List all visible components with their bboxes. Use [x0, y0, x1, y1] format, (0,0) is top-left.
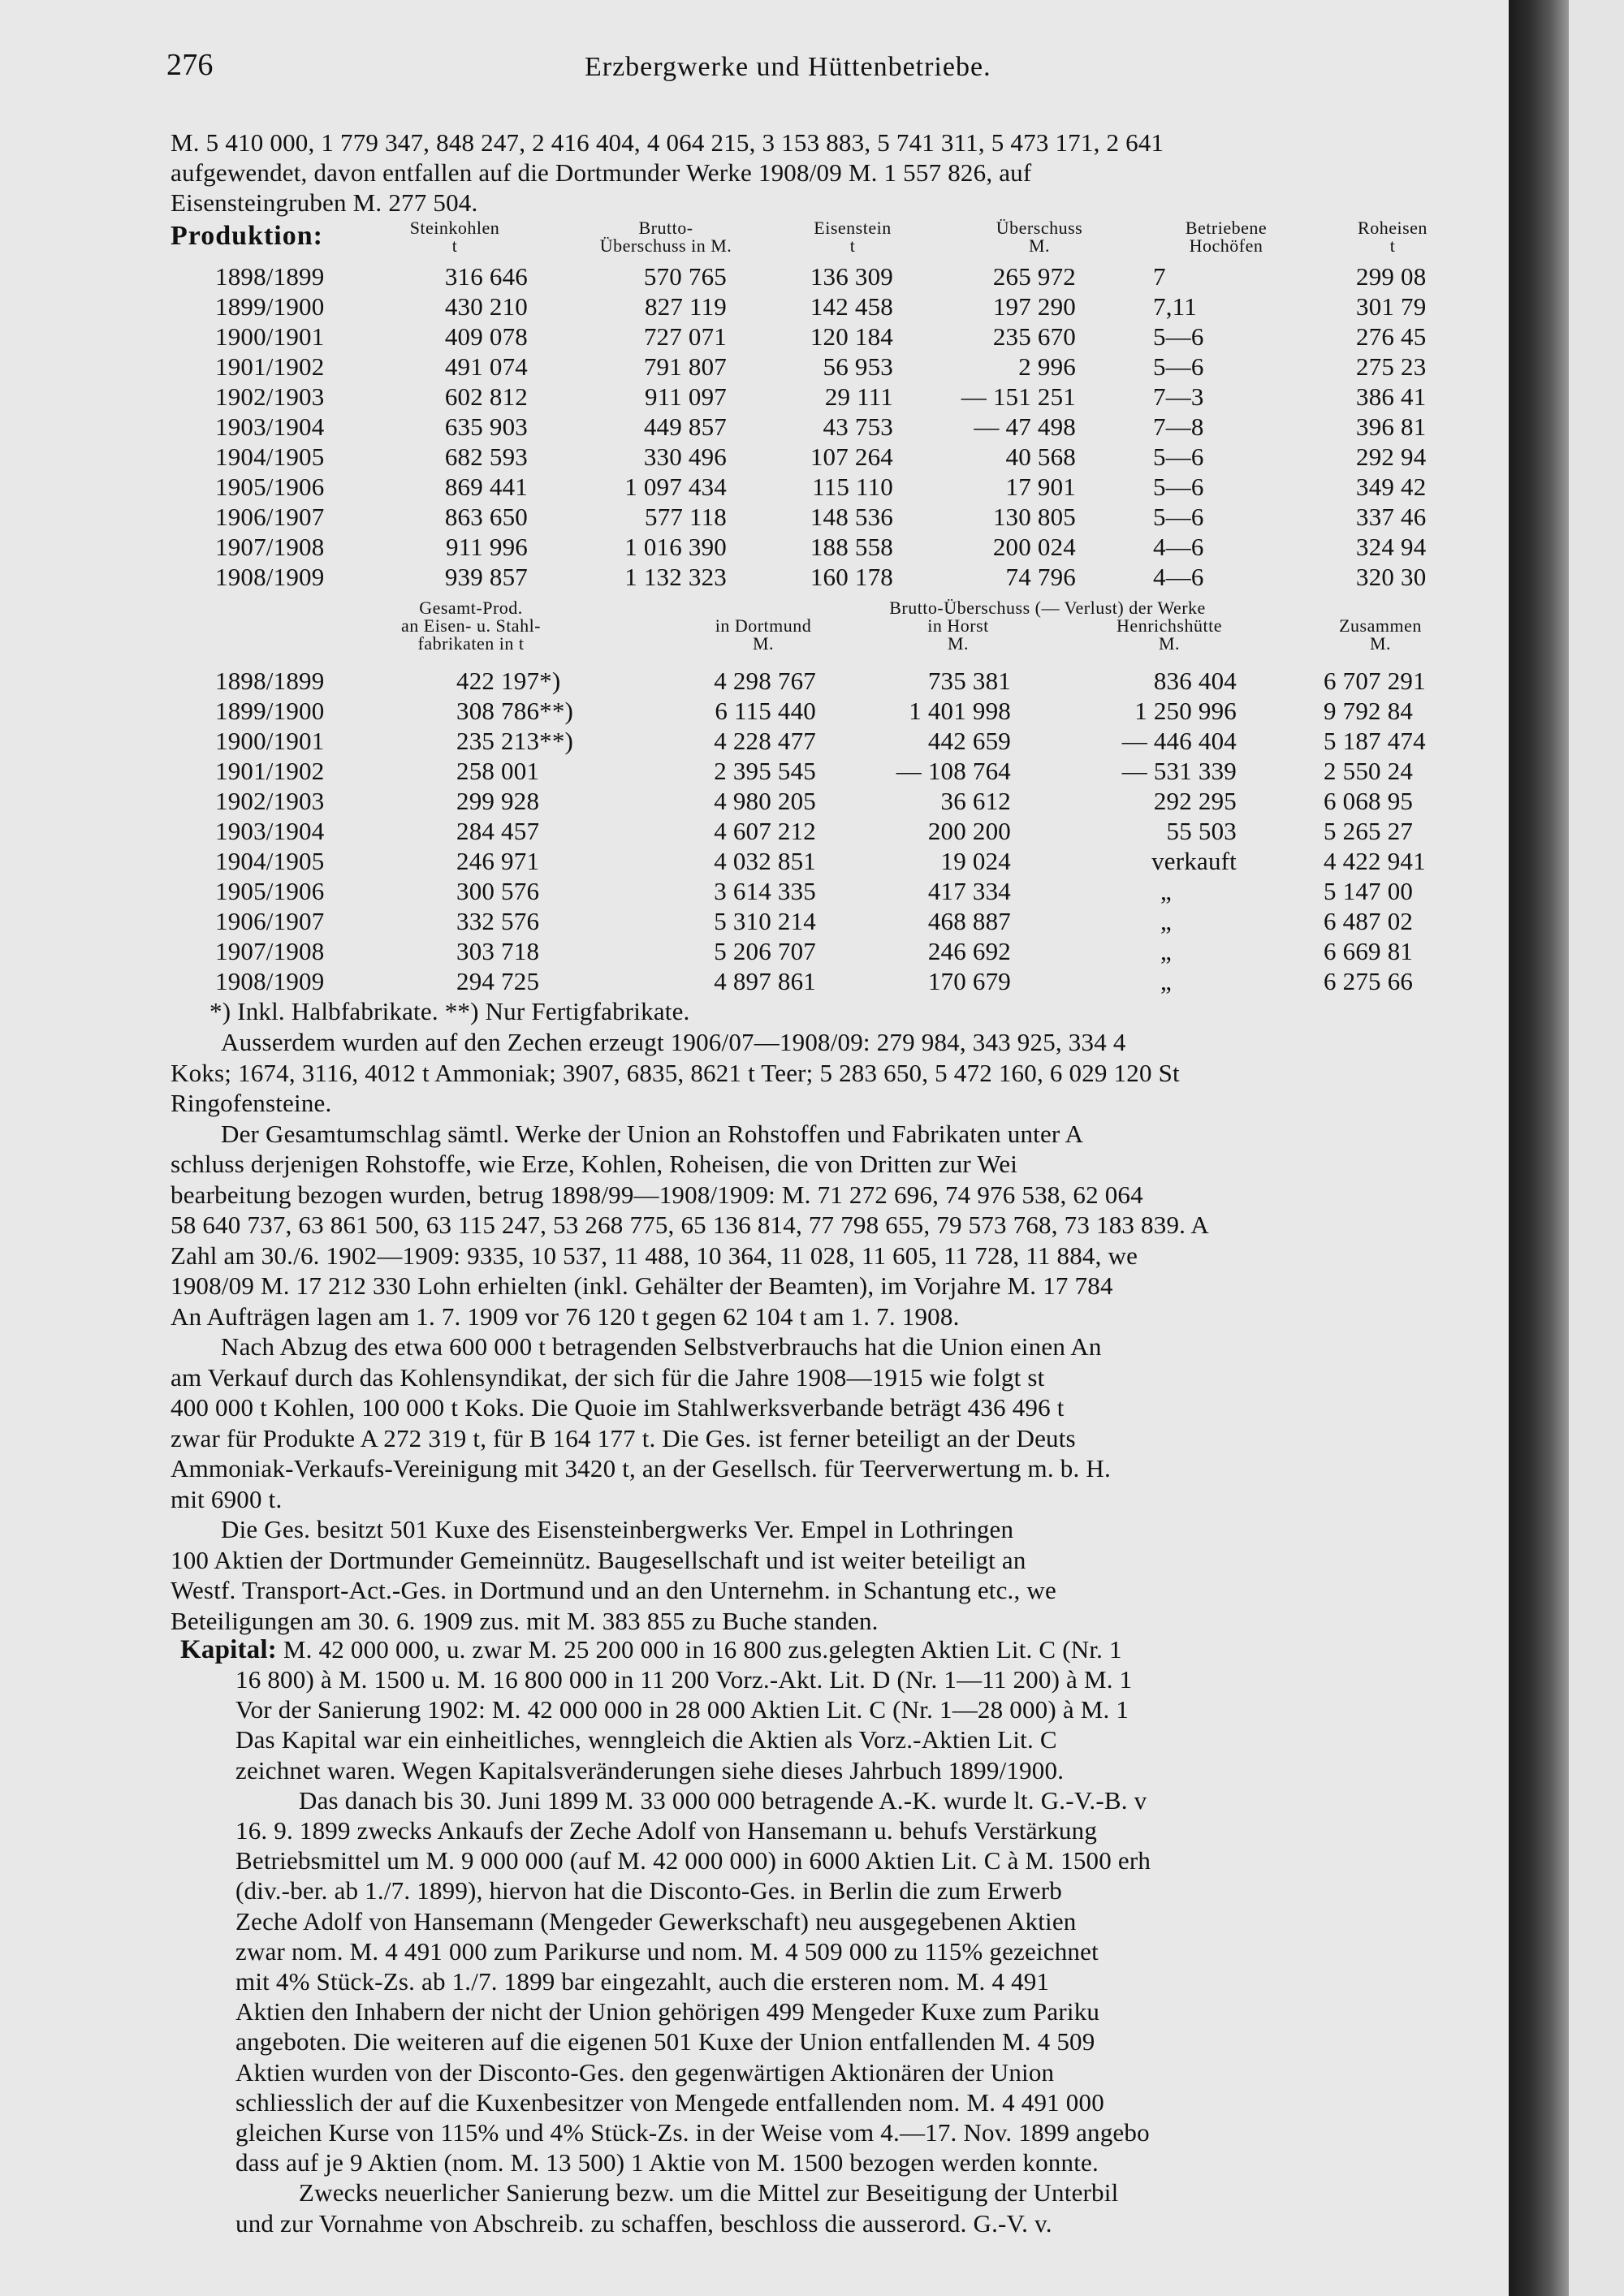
table-cell: — 108 764	[896, 757, 1011, 785]
paragraph-line: zwar für Produkte A 272 319 t, für B 164 177 t. Die Ges. ist ferner beteiligt an der Deuts	[171, 1424, 1076, 1452]
table-cell: 4 607 212	[714, 817, 816, 845]
table-cell: 5 206 707	[714, 937, 816, 965]
paragraph-line: bearbeitung bezogen wurden, betrug 1898/99—1908/1909: M. 71 272 696, 74 976 538, 62 064	[171, 1180, 1143, 1209]
running-title: Erzbergwerke und Hüttenbetriebe.	[585, 52, 991, 82]
row-year: 1905/1906	[215, 877, 325, 905]
paragraph-line: Koks; 1674, 3116, 4012 t Ammoniak; 3907, 6835, 8621 t Teer; 5 283 650, 5 472 160, 6 029 120 St	[171, 1059, 1180, 1087]
table-cell: 939 857	[444, 563, 528, 591]
table-cell: 7,11	[1153, 292, 1197, 321]
table-cell: 308 786**)	[456, 697, 574, 725]
table-footnote: *) Inkl. Halbfabrikate. **) Nur Fertigfabrikate.	[209, 997, 690, 1025]
table-cell: 3 614 335	[714, 877, 816, 905]
row-year: 1900/1901	[215, 727, 325, 755]
paragraph-line: mit 6900 t.	[171, 1485, 283, 1513]
paragraph-line: Der Gesamtumschlag sämtl. Werke der Union an Rohstoffen und Fabrikaten unter A	[221, 1120, 1084, 1148]
table-cell: 449 857	[643, 412, 727, 441]
table-cell: 275 23	[1356, 352, 1427, 381]
col-header: Betriebene Hochöfen	[1185, 218, 1268, 256]
kapital-line: Zwecks neuerlicher Sanierung bezw. um die Mittel zur Beseitigung der Unterbil	[299, 2178, 1119, 2207]
table-cell: 6 707 291	[1324, 667, 1426, 695]
table-cell: 284 457	[456, 817, 540, 845]
col-header: Steinkohlen t	[409, 218, 500, 256]
adjacent-page-edge	[1569, 0, 1624, 2296]
table-cell: 4 897 861	[714, 967, 816, 995]
table-cell: 396 81	[1356, 412, 1427, 441]
table-cell: 791 807	[643, 352, 727, 381]
paragraph-line: Die Ges. besitzt 501 Kuxe des Eisensteinbergwerks Ver. Empel in Lothringen	[221, 1515, 1014, 1543]
kapital-line: Aktien den Inhabern der nicht der Union gehörigen 499 Mengeder Kuxe zum Pariku	[235, 1997, 1100, 2026]
col-header: Gesamt-Prod. an Eisen- u. Stahl- fabrikaten in t	[400, 598, 542, 654]
table-cell: 4 228 477	[714, 727, 816, 755]
table-cell: 602 812	[444, 382, 528, 411]
kapital-line: gleichen Kurse von 115% und 4% Stück-Zs. in der Weise vom 4.—17. Nov. 1899 angebo	[235, 2118, 1150, 2147]
table-cell: 40 568	[1005, 442, 1076, 471]
row-year: 1902/1903	[215, 787, 325, 815]
paragraph-line: Westf. Transport-Act.-Ges. in Dortmund und an den Unternehm. in Schantung etc., we	[171, 1576, 1056, 1604]
group-header: Brutto-Überschuss (— Verlust) der Werke	[889, 598, 1206, 618]
paragraph-line: An Aufträgen lagen am 1. 7. 1909 vor 76 120 t gegen 62 104 t am 1. 7. 1908.	[171, 1302, 960, 1331]
table-cell: 349 42	[1356, 473, 1427, 501]
col-header: Roheisen t	[1358, 218, 1427, 256]
table-cell: 142 458	[810, 292, 893, 321]
table-cell: 300 576	[456, 877, 540, 905]
row-year: 1904/1905	[215, 442, 325, 471]
table-cell: „	[1160, 877, 1172, 905]
table-cell: 7	[1153, 262, 1166, 291]
row-year: 1900/1901	[215, 322, 325, 351]
table-cell: 200 200	[927, 817, 1011, 845]
row-year: 1901/1902	[215, 352, 325, 381]
table-cell: 5—6	[1153, 352, 1204, 381]
table-cell: 682 593	[444, 442, 528, 471]
table-cell: 324 94	[1356, 533, 1427, 561]
kapital-line: Betriebsmittel um M. 9 000 000 (auf M. 42 000 000) in 6000 Aktien Lit. C à M. 1500 erh	[235, 1846, 1151, 1875]
table-cell: 6 068 95	[1324, 787, 1414, 815]
row-year: 1903/1904	[215, 817, 325, 845]
table-cell: 1 401 998	[909, 697, 1011, 725]
table-cell: „	[1160, 967, 1172, 995]
table-cell: 246 692	[927, 937, 1011, 965]
kapital-line: Vor der Sanierung 1902: M. 42 000 000 in 28 000 Aktien Lit. C (Nr. 1—28 000) à M. 1	[235, 1695, 1129, 1724]
col-header: Brutto- Überschuss in M.	[599, 218, 732, 256]
table-cell: 4—6	[1153, 533, 1204, 561]
page-gutter-shadow	[1509, 0, 1569, 2296]
paragraph-line: 58 640 737, 63 861 500, 63 115 247, 53 268 775, 65 136 814, 77 798 655, 79 573 768, 73 183 839. A	[171, 1211, 1209, 1239]
table-cell: 246 971	[456, 847, 540, 875]
table-cell: 6 487 02	[1324, 907, 1414, 935]
table-cell: verkauft	[1151, 847, 1237, 875]
table-cell: 570 765	[643, 262, 727, 291]
kapital-line: Aktien wurden von der Disconto-Ges. den gegenwärtigen Aktionären der Union	[235, 2058, 1055, 2087]
paragraph-line: Beteiligungen am 30. 6. 1909 zus. mit M. 383 855 zu Buche standen.	[171, 1607, 879, 1635]
table-cell: 4 032 851	[714, 847, 816, 875]
table-cell: 5 187 474	[1324, 727, 1426, 755]
kapital-line: (div.-ber. ab 1./7. 1899), hiervon hat die Disconto-Ges. in Berlin die zum Erwerb	[235, 1876, 1062, 1905]
table-cell: 1 097 434	[624, 473, 727, 501]
kapital-line: schliesslich der auf die Kuxenbesitzer von Mengede entfallenden nom. M. 4 491 000	[235, 2088, 1104, 2117]
table-cell: 5—6	[1153, 322, 1204, 351]
table-cell: 4 298 767	[714, 667, 816, 695]
table-cell: 869 441	[444, 473, 528, 501]
table-cell: 55 503	[1166, 817, 1237, 845]
kapital-first-line: M. 42 000 000, u. zwar M. 25 200 000 in 16 800 zus.gelegten Aktien Lit. C (Nr. 1	[283, 1635, 1122, 1664]
table-cell: 5—6	[1153, 503, 1204, 531]
col-header: Henrichshütte M.	[1116, 615, 1222, 654]
table-cell: 148 536	[810, 503, 893, 531]
table-cell: 4 422 941	[1324, 847, 1426, 875]
kapital-line: zeichnet waren. Wegen Kapitalsveränderungen siehe dieses Jahrbuch 1899/1900.	[235, 1756, 1065, 1785]
table-cell: 491 074	[444, 352, 528, 381]
table-cell: 160 178	[810, 563, 893, 591]
table-cell: 442 659	[927, 727, 1011, 755]
page-number: 276	[166, 48, 214, 82]
table-cell: 5—6	[1153, 473, 1204, 501]
table-cell: 19 024	[940, 847, 1011, 875]
table-cell: — 151 251	[961, 382, 1076, 411]
paragraph-line: 400 000 t Kohlen, 100 000 t Koks. Die Quoie im Stahlwerksverbande beträgt 436 496 t	[171, 1393, 1065, 1422]
table-cell: 200 024	[992, 533, 1076, 561]
table-cell: 4—6	[1153, 563, 1204, 591]
table-cell: 6 115 440	[715, 697, 816, 725]
table-cell: 2 395 545	[714, 757, 816, 785]
table-cell: 301 79	[1356, 292, 1427, 321]
intro-line: M. 5 410 000, 1 779 347, 848 247, 2 416 404, 4 064 215, 3 153 883, 5 741 311, 5 473 171, 2 641	[171, 128, 1164, 157]
table-cell: 332 576	[456, 907, 540, 935]
intro-line: aufgewendet, davon entfallen auf die Dortmunder Werke 1908/09 M. 1 557 826, auf	[171, 158, 1032, 187]
table-cell: 635 903	[444, 412, 528, 441]
table-cell: 43 753	[823, 412, 893, 441]
table-cell: 417 334	[927, 877, 1011, 905]
table-cell: 115 110	[812, 473, 893, 501]
kapital-line: mit 4% Stück-Zs. ab 1./7. 1899 bar eingezahlt, auch die ersteren nom. M. 4 491	[235, 1967, 1050, 1996]
table-cell: 6 669 81	[1324, 937, 1414, 965]
table-cell: 5 147 00	[1324, 877, 1414, 905]
row-year: 1902/1903	[215, 382, 325, 411]
table-cell: 294 725	[456, 967, 540, 995]
table-cell: 468 887	[927, 907, 1011, 935]
table-cell: 299 928	[456, 787, 540, 815]
row-year: 1899/1900	[215, 697, 325, 725]
production-label: Produktion:	[171, 221, 323, 251]
table-cell: 170 679	[927, 967, 1011, 995]
table-cell: 727 071	[643, 322, 727, 351]
table-cell: 430 210	[444, 292, 528, 321]
col-header: in Horst M.	[927, 615, 989, 654]
table-cell: 29 111	[824, 382, 893, 411]
row-year: 1899/1900	[215, 292, 325, 321]
paragraph-line: schluss derjenigen Rohstoffe, wie Erze, Kohlen, Roheisen, die von Dritten zur Wei	[171, 1150, 1018, 1178]
table-cell: 5 310 214	[714, 907, 816, 935]
table-cell: 6 275 66	[1324, 967, 1414, 995]
table-cell: 235 670	[992, 322, 1076, 351]
table-cell: „	[1160, 937, 1172, 965]
table-cell: 188 558	[810, 533, 893, 561]
table-cell: 409 078	[444, 322, 528, 351]
paragraph-line: am Verkauf durch das Kohlensyndikat, der sich für die Jahre 1908—1915 wie folgt st	[171, 1363, 1045, 1392]
table-cell: — 47 498	[974, 412, 1076, 441]
table-cell: 827 119	[645, 292, 727, 321]
table-cell: 2 550 24	[1324, 757, 1414, 785]
kapital-line: 16 800) à M. 1500 u. M. 16 800 000 in 11 200 Vorz.-Akt. Lit. D (Nr. 1—11 200) à M. 1	[235, 1665, 1133, 1694]
row-year: 1898/1899	[215, 667, 325, 695]
paragraph-line: Ammoniak-Verkaufs-Vereinigung mit 3420 t, an der Gesellsch. für Teerverwertung m. b. H.	[171, 1454, 1111, 1482]
row-year: 1906/1907	[215, 503, 325, 531]
table-cell: 7—8	[1153, 412, 1204, 441]
table-cell: 276 45	[1356, 322, 1427, 351]
intro-line: Eisensteingruben M. 277 504.	[171, 188, 478, 217]
table-cell: 136 309	[810, 262, 893, 291]
kapital-line: dass auf je 9 Aktien (nom. M. 13 500) 1 Aktie von M. 1500 bezogen werden konnte.	[235, 2148, 1099, 2177]
row-year: 1904/1905	[215, 847, 325, 875]
table-cell: 299 08	[1356, 262, 1427, 291]
col-header: Eisenstein t	[814, 218, 892, 256]
table-cell: 5—6	[1153, 442, 1204, 471]
table-cell: 330 496	[643, 442, 727, 471]
table-cell: — 446 404	[1121, 727, 1237, 755]
kapital-line: zwar nom. M. 4 491 000 zum Parikurse und nom. M. 4 509 000 zu 115% gezeichnet	[235, 1937, 1099, 1966]
table-cell: 911 996	[446, 533, 528, 561]
row-year: 1901/1902	[215, 757, 325, 785]
table-cell: 17 901	[1005, 473, 1076, 501]
table-cell: 303 718	[456, 937, 540, 965]
table-cell: 422 197*)	[456, 667, 561, 695]
row-year: 1907/1908	[215, 937, 325, 965]
table-cell: — 531 339	[1121, 757, 1237, 785]
col-header: Überschuss M.	[996, 218, 1083, 256]
table-cell: 911 097	[645, 382, 727, 411]
table-cell: 5 265 27	[1324, 817, 1414, 845]
table-cell: 577 118	[645, 503, 727, 531]
table-cell: 292 94	[1356, 442, 1427, 471]
table-cell: 265 972	[992, 262, 1076, 291]
table-cell: 130 805	[992, 503, 1076, 531]
table-cell: 386 41	[1356, 382, 1427, 411]
table-cell: 2 996	[1018, 352, 1076, 381]
table-cell: 197 290	[992, 292, 1076, 321]
table-cell: 235 213**)	[456, 727, 574, 755]
kapital-line: Das Kapital war ein einheitliches, wenngleich die Aktien als Vorz.-Aktien Lit. C	[235, 1725, 1057, 1754]
table-cell: 74 796	[1005, 563, 1076, 591]
table-cell: 36 612	[940, 787, 1011, 815]
table-cell: „	[1160, 907, 1172, 935]
table-cell: 107 264	[810, 442, 893, 471]
kapital-line: angeboten. Die weiteren auf die eigenen 501 Kuxe der Union entfallenden M. 4 509	[235, 2027, 1095, 2056]
row-year: 1903/1904	[215, 412, 325, 441]
table-cell: 316 646	[444, 262, 528, 291]
row-year: 1908/1909	[215, 967, 325, 995]
paragraph-line: Ausserdem wurden auf den Zechen erzeugt 1906/07—1908/09: 279 984, 343 925, 334 4	[221, 1028, 1126, 1056]
table-cell: 258 001	[456, 757, 540, 785]
col-header: in Dortmund M.	[715, 615, 812, 654]
table-cell: 320 30	[1356, 563, 1427, 591]
paragraph-line: Zahl am 30./6. 1902—1909: 9335, 10 537, 11 488, 10 364, 11 028, 11 605, 11 728, 11 884, we	[171, 1241, 1138, 1270]
table-cell: 56 953	[823, 352, 893, 381]
table-cell: 863 650	[444, 503, 528, 531]
table-cell: 4 980 205	[714, 787, 816, 815]
kapital-line: Zeche Adolf von Hansemann (Mengeder Gewerkschaft) neu ausgegebenen Aktien	[235, 1907, 1077, 1936]
kapital-line: und zur Vornahme von Abschreib. zu schaffen, beschloss die ausserord. G.-V. v.	[235, 2209, 1052, 2238]
kapital-line: Das danach bis 30. Juni 1899 M. 33 000 000 betragende A.-K. wurde lt. G.-V.-B. v	[299, 1786, 1147, 1815]
table-cell: 735 381	[927, 667, 1011, 695]
row-year: 1898/1899	[215, 262, 325, 291]
row-year: 1906/1907	[215, 907, 325, 935]
kapital-section	[180, 1634, 1122, 1665]
table-cell: 120 184	[810, 322, 893, 351]
table-cell: 292 295	[1153, 787, 1237, 815]
table-cell: 7—3	[1153, 382, 1204, 411]
kapital-line: 16. 9. 1899 zwecks Ankaufs der Zeche Adolf von Hansemann u. behufs Verstärkung	[235, 1816, 1098, 1845]
paragraph-line: 100 Aktien der Dortmunder Gemeinnütz. Baugesellschaft und ist weiter beteiligt an	[171, 1546, 1026, 1574]
row-year: 1907/1908	[215, 533, 325, 561]
col-header: Zusammen M.	[1339, 615, 1422, 654]
table-cell: 836 404	[1153, 667, 1237, 695]
table-cell: 9 792 84	[1324, 697, 1414, 725]
row-year: 1908/1909	[215, 563, 325, 591]
table-cell: 337 46	[1356, 503, 1427, 531]
paragraph-line: Ringofensteine.	[171, 1089, 332, 1117]
table-cell: 1 132 323	[624, 563, 727, 591]
kapital-label: Kapital:	[180, 1635, 277, 1664]
table-cell: 1 250 996	[1134, 697, 1237, 725]
paragraph-line: Nach Abzug des etwa 600 000 t betragenden Selbstverbrauchs hat die Union einen An	[221, 1332, 1102, 1361]
paragraph-line: 1908/09 M. 17 212 330 Lohn erhielten (inkl. Gehälter der Beamten), im Vorjahre M. 17 784	[171, 1271, 1113, 1300]
row-year: 1905/1906	[215, 473, 325, 501]
table-cell: 1 016 390	[624, 533, 727, 561]
